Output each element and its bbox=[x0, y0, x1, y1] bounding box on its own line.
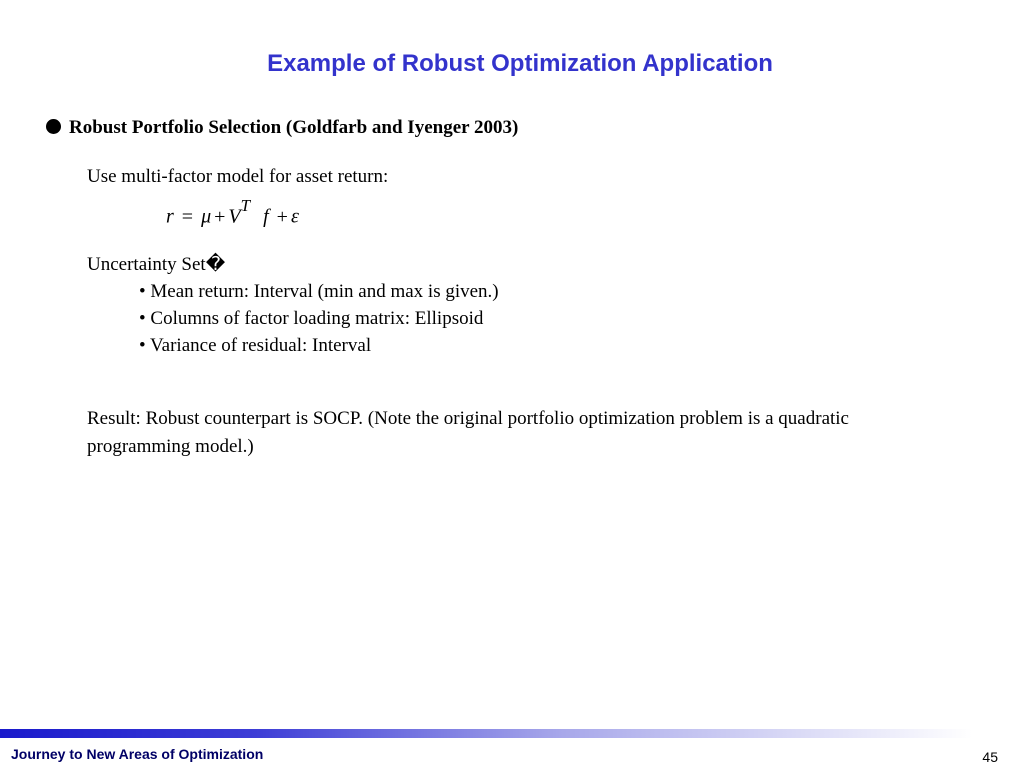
formula-epsilon: ε bbox=[290, 205, 299, 228]
formula-equals: = bbox=[181, 205, 194, 228]
formula-mu: μ bbox=[201, 205, 212, 228]
formula-plus-2: + bbox=[276, 205, 288, 228]
formula-v: V bbox=[228, 205, 241, 228]
main-bullet bbox=[46, 117, 518, 139]
uncertainty-item: • Mean return: Interval (min and max is given.) bbox=[139, 281, 499, 302]
footer-divider bbox=[0, 729, 1024, 738]
result-text: Result: Robust counterpart is SOCP. (Note the original portfolio optimization problem is a quadratic programming model.) bbox=[87, 408, 849, 457]
footer-course-title: Journey to New Areas of Optimization bbox=[11, 746, 264, 762]
model-intro-text: Use multi-factor model for asset return: bbox=[87, 166, 389, 187]
uncertainty-heading: Uncertainty Set� bbox=[87, 254, 226, 275]
formula-plus-1: + bbox=[214, 205, 226, 228]
formula-transpose: T bbox=[240, 196, 251, 215]
bullet-dot-icon bbox=[46, 119, 61, 134]
return-formula bbox=[166, 196, 299, 229]
formula-r: r bbox=[166, 205, 174, 228]
uncertainty-item: • Columns of factor loading matrix: Ellipsoid bbox=[139, 308, 484, 329]
uncertainty-item: • Variance of residual: Interval bbox=[139, 335, 372, 356]
main-bullet-label: Robust Portfolio Selection (Goldfarb and Iyenger 2003) bbox=[69, 117, 519, 138]
slide-title: Example of Robust Optimization Application bbox=[267, 50, 773, 77]
formula-f: f bbox=[263, 205, 269, 228]
page-number: 45 bbox=[982, 749, 998, 765]
